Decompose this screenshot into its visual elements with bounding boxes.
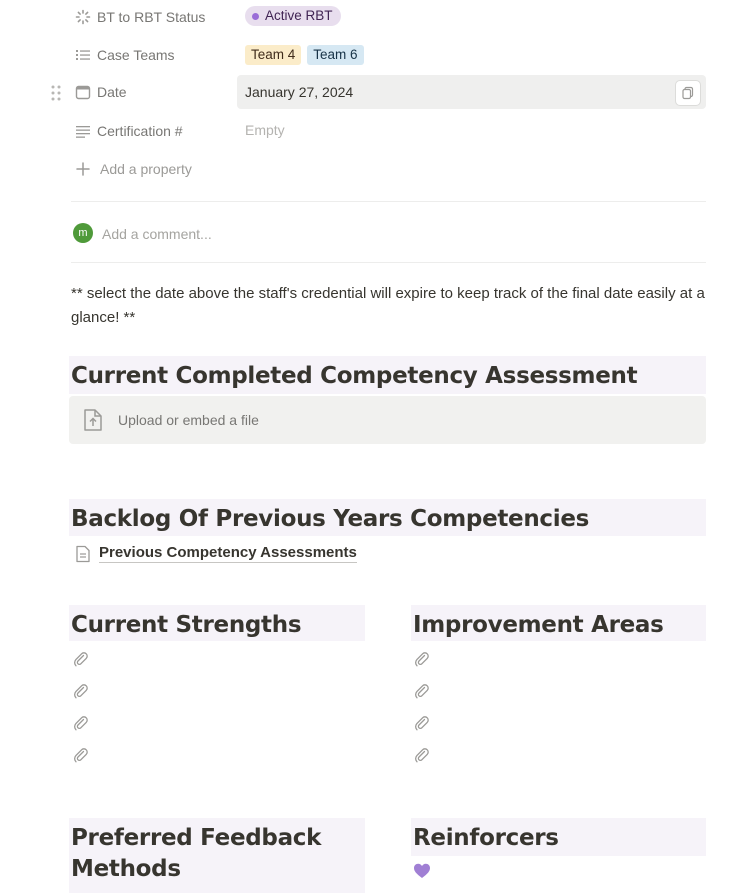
upload-embed-block[interactable] (69, 396, 706, 444)
property-label-case-teams: Case Teams (97, 47, 175, 63)
drag-handle-icon[interactable] (50, 84, 62, 102)
avatar: m (73, 223, 93, 243)
status-icon (74, 8, 92, 26)
paperclip-icon[interactable] (73, 683, 89, 699)
property-row-certification[interactable] (0, 114, 738, 148)
date-value[interactable]: January 27, 2024 (245, 84, 354, 100)
status-badge-label: Active RBT (265, 8, 333, 23)
page-icon (75, 545, 91, 563)
upload-label: Upload or embed a file (118, 412, 259, 428)
plus-icon (74, 160, 92, 178)
case-teams-value[interactable] (245, 45, 370, 65)
property-row-date[interactable] (0, 75, 738, 109)
paperclip-icon[interactable] (73, 651, 89, 667)
file-upload-icon (83, 408, 103, 432)
calendar-icon (74, 83, 92, 101)
text-lines-icon (74, 122, 92, 140)
comment-input[interactable]: Add a comment... (102, 226, 212, 242)
heading-improvement-areas: Improvement Areas (411, 605, 706, 641)
team-tag[interactable]: Team 4 (245, 45, 301, 65)
page-link-previous-assessments[interactable] (75, 544, 357, 563)
status-dot (252, 13, 259, 20)
add-property-label: Add a property (100, 161, 192, 177)
heading-preferred-feedback: Preferred Feedback Methods (69, 818, 365, 893)
add-property-button[interactable] (0, 152, 738, 186)
status-value[interactable] (245, 6, 341, 26)
heading-backlog: Backlog Of Previous Years Competencies (69, 499, 706, 536)
property-label-date: Date (97, 84, 127, 100)
property-label-certification: Certification # (97, 123, 183, 139)
paperclip-icon[interactable] (414, 683, 430, 699)
heading-reinforcers: Reinforcers (411, 818, 706, 856)
heading-current-assessment: Current Completed Competency Assessment (69, 356, 706, 394)
paperclip-icon[interactable] (414, 747, 430, 763)
property-row-status[interactable] (0, 0, 738, 34)
team-tag[interactable]: Team 6 (307, 45, 363, 65)
page-link-label[interactable]: Previous Competency Assessments (99, 544, 357, 561)
paperclip-icon[interactable] (414, 715, 430, 731)
divider (71, 201, 706, 202)
purple-heart-icon (413, 862, 431, 880)
divider (71, 262, 706, 263)
property-label-status: BT to RBT Status (97, 9, 206, 25)
paperclip-icon[interactable] (414, 651, 430, 667)
heading-current-strengths: Current Strengths (69, 605, 365, 641)
certification-value[interactable]: Empty (245, 122, 285, 138)
paperclip-icon[interactable] (73, 715, 89, 731)
paperclip-icon[interactable] (73, 747, 89, 763)
list-icon (74, 46, 92, 64)
note-text: ** select the date above the staff's credential will expire to keep track of the final date easily at a glance! ** (71, 285, 705, 326)
property-row-case-teams[interactable] (0, 38, 738, 72)
status-badge[interactable] (245, 6, 341, 26)
